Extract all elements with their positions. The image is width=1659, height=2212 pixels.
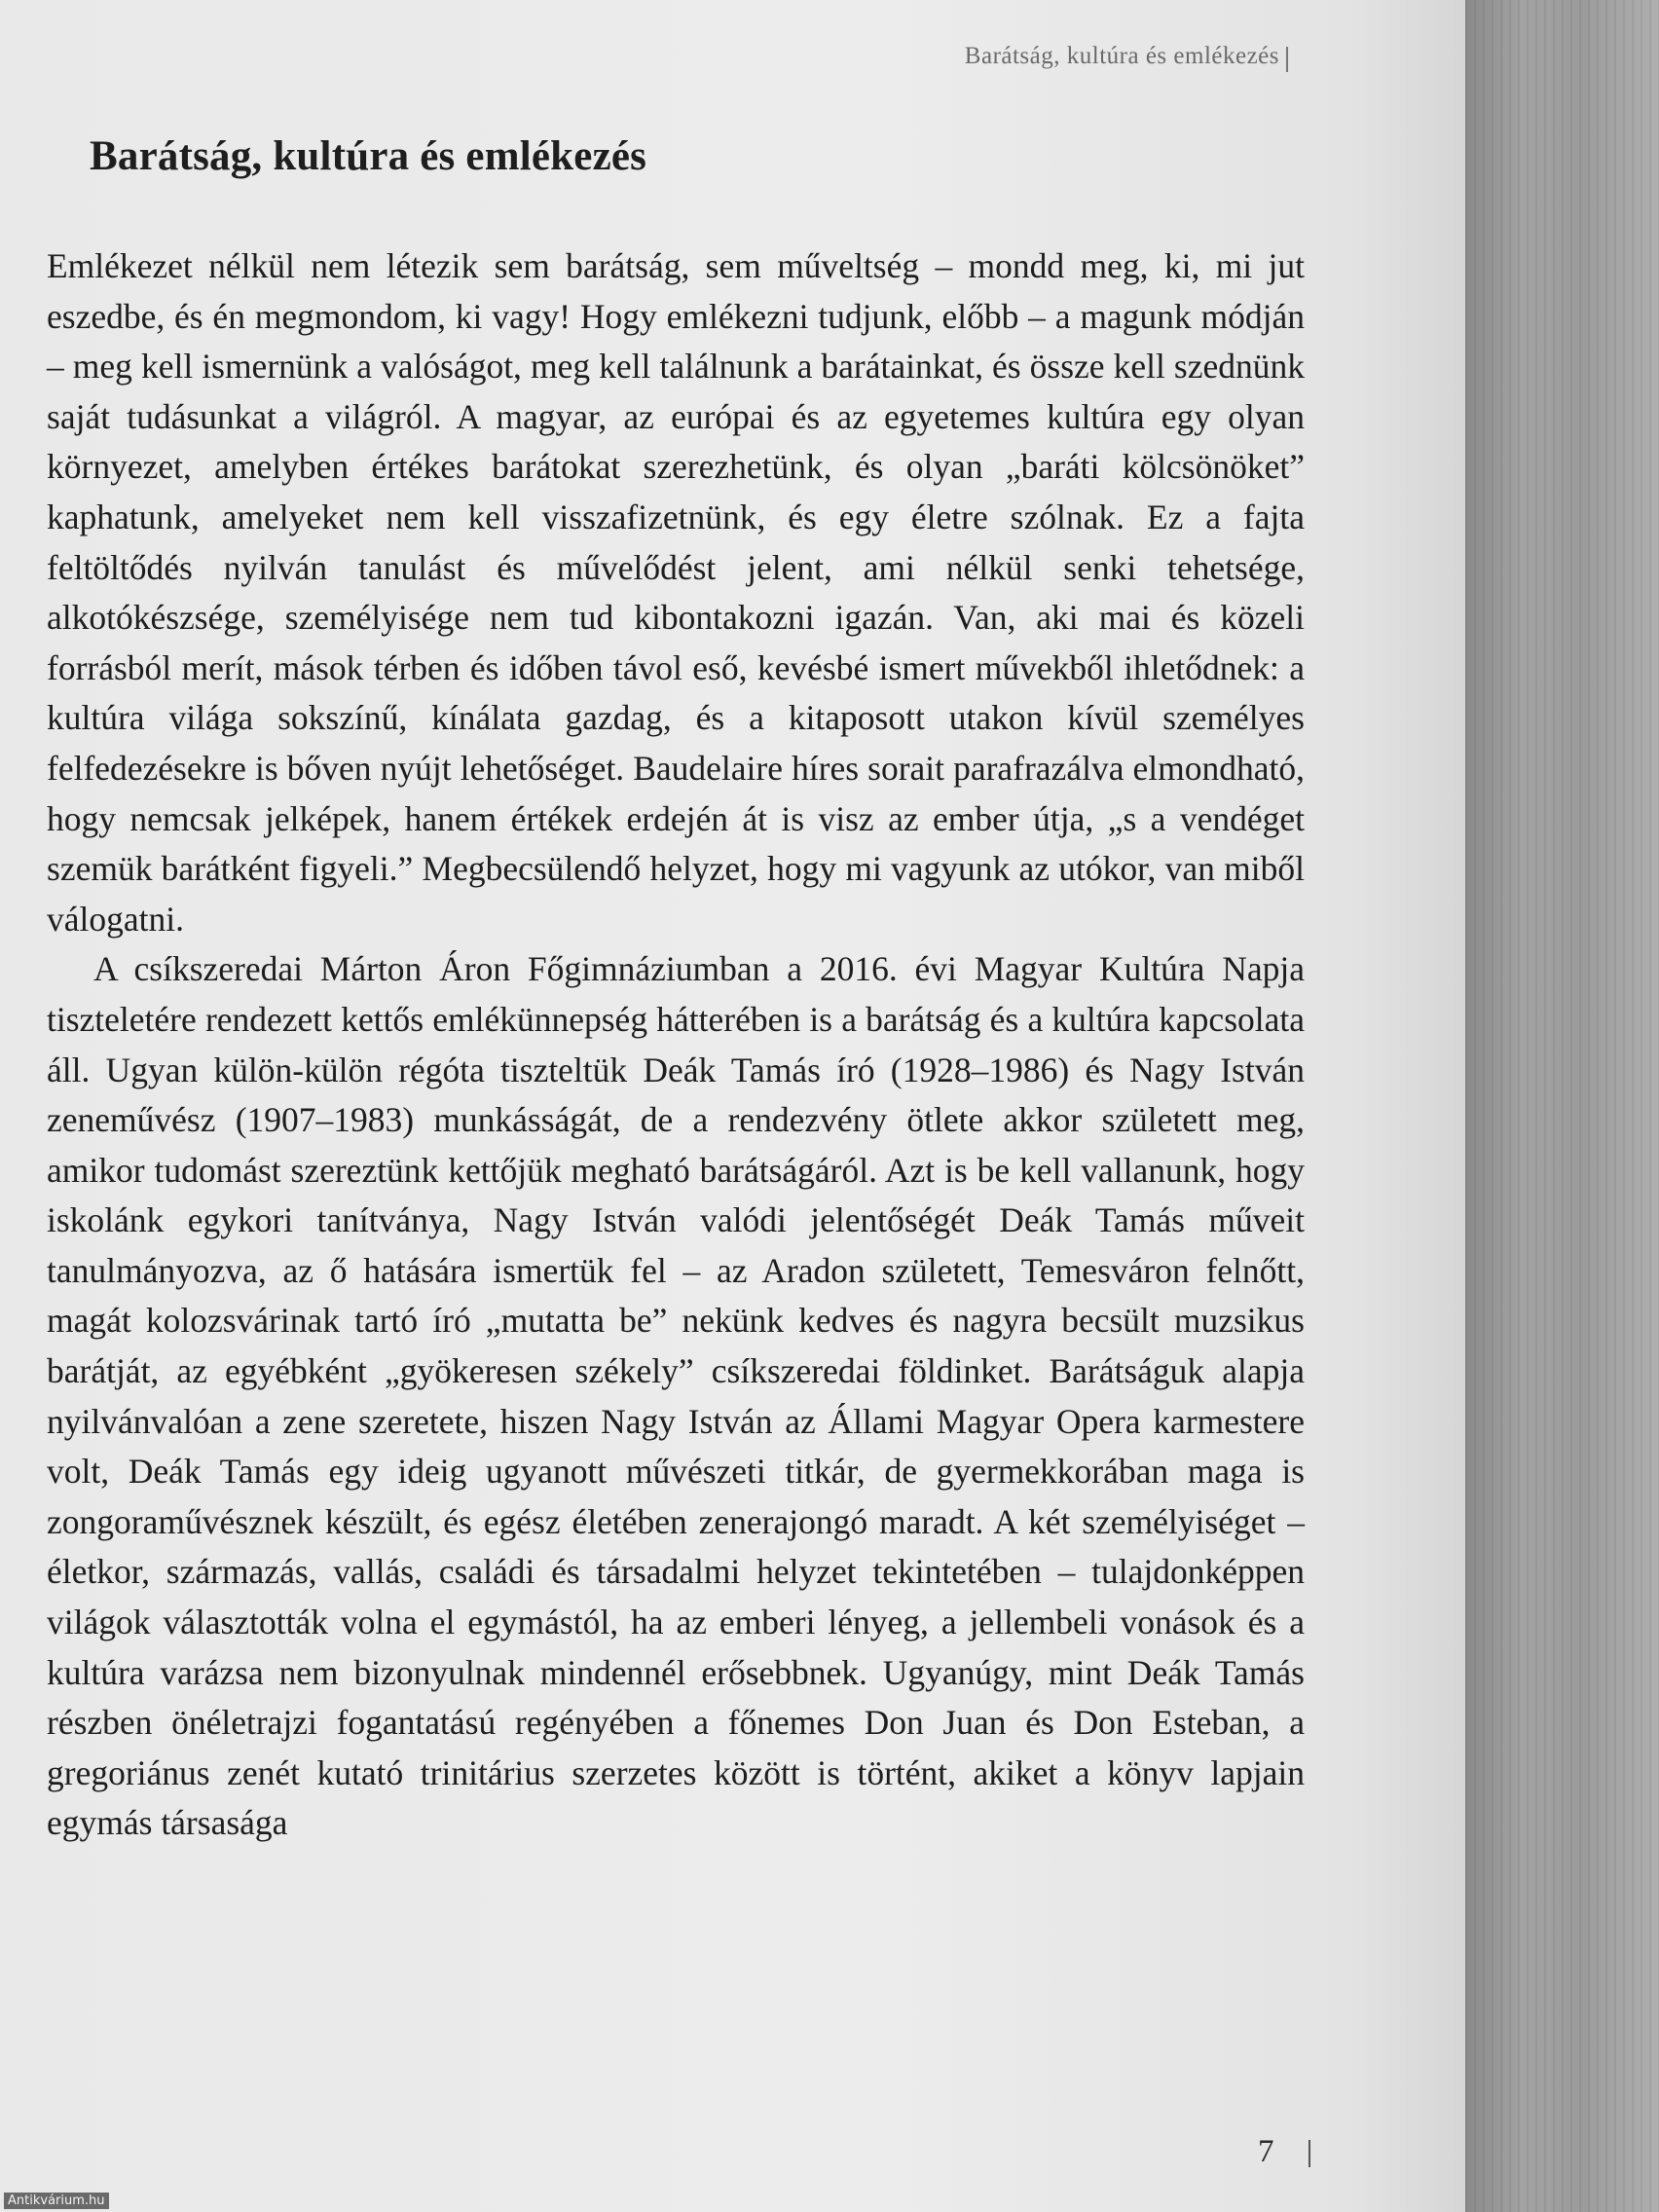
footer-rule <box>1309 2140 1310 2167</box>
watermark: Antikvárium.hu <box>4 2193 109 2209</box>
page-number: 7 <box>1258 2134 1274 2169</box>
table-surface <box>1465 0 1659 2212</box>
chapter-title: Barátság, kultúra és emlékezés <box>90 133 647 179</box>
body-text <box>47 241 1305 1849</box>
paragraph-1: Emlékezet nélkül nem létezik sem barátság, sem műveltség – mondd meg, ki, mi jut eszedbe, és én megmondom, ki vagy! Hogy emlékezni tudjunk, előbb – a magunk módján – meg kell ismernünk a valóságot, meg kell találnunk a barátainkat, és össze kell szednünk saját tudásunkat a világról. A magyar, az európai és az egyetemes kultúra egy olyan környezet, amelyben értékes barátokat szerezhetünk, és olyan „baráti kölcsönöket” kaphatunk, amelyeket nem kell visszafizetnünk, és egy életre szólnak. Ez a fajta feltöltődés nyilván tanulást és művelődést jelent, ami nélkül senki tehetsége, alkotókészsége, személyisége nem tud kibontakozni igazán. Van, aki mai és közeli forrásból merít, mások térben és időben távol eső, kevésbé ismert művekből ihletődnek: a kultúra világa sokszínű, kínálata gazdag, és a kitaposott utakon kívül személyes felfedezésekre is bőven nyújt lehetőséget. Baudelaire híres sorait parafrazálva elmondható, hogy nemcsak jelképek, hanem értékek erdején át is visz az ember útja, „s a vendéget szemük barátként figyeli.” Megbecsülendő helyzet, hogy mi vagyunk az utókor, van miből válogatni. <box>47 246 1305 939</box>
header-rule <box>1286 47 1288 72</box>
paragraph-2: A csíkszeredai Márton Áron Főgimnáziumban a 2016. évi Magyar Kultúra Napja tiszteletére rendezett kettős emlékünnepség hátterében is a barátság és a kultúra kapcsolata áll. Ugyan külön-külön régóta tiszteltük Deák Tamás író (1928–1986) és Nagy István zeneművész (1907–1983) munkásságát, de a rendezvény ötlete akkor született meg, amikor tudomást szereztünk kettőjük megható barátságáról. Azt is be kell vallanunk, hogy iskolánk egykori tanítványa, Nagy István valódi jelentőségét Deák Tamás műveit tanulmányozva, az ő hatására ismertük fel – az Aradon született, Temesváron felnőtt, magát kolozsvárinak tartó író „mutatta be” nekünk kedves és nagyra becsült muzsikus barátját, az egyébként „gyökeresen székely” csíkszeredai földinket. Barátságuk alapja nyilvánvalóan a zene szeretete, hiszen Nagy István az Állami Magyar Opera karmestere volt, Deák Tamás egy ideig ugyanott művészeti titkár, de gyermekkorában maga is zongoraművésznek készült, és egész életében zenerajongó maradt. A két személyiséget – életkor, származás, vallás, családi és társadalmi helyzet tekintetében – tulajdonképpen világok választották volna el egymástól, ha az emberi lényeg, a jellembeli vonások és a kultúra varázsa nem bizonyulnak mindennél erősebbnek. Ugyanúgy, mint Deák Tamás részben önéletrajzi fogantatású regényében a főnemes Don Juan és Don Esteban, a gregoriánus zenét kutató trinitárius szerzetes között is történt, akiket a könyv lapjain egymás társasága <box>47 949 1305 1843</box>
running-header: Barátság, kultúra és emlékezés <box>964 43 1279 69</box>
